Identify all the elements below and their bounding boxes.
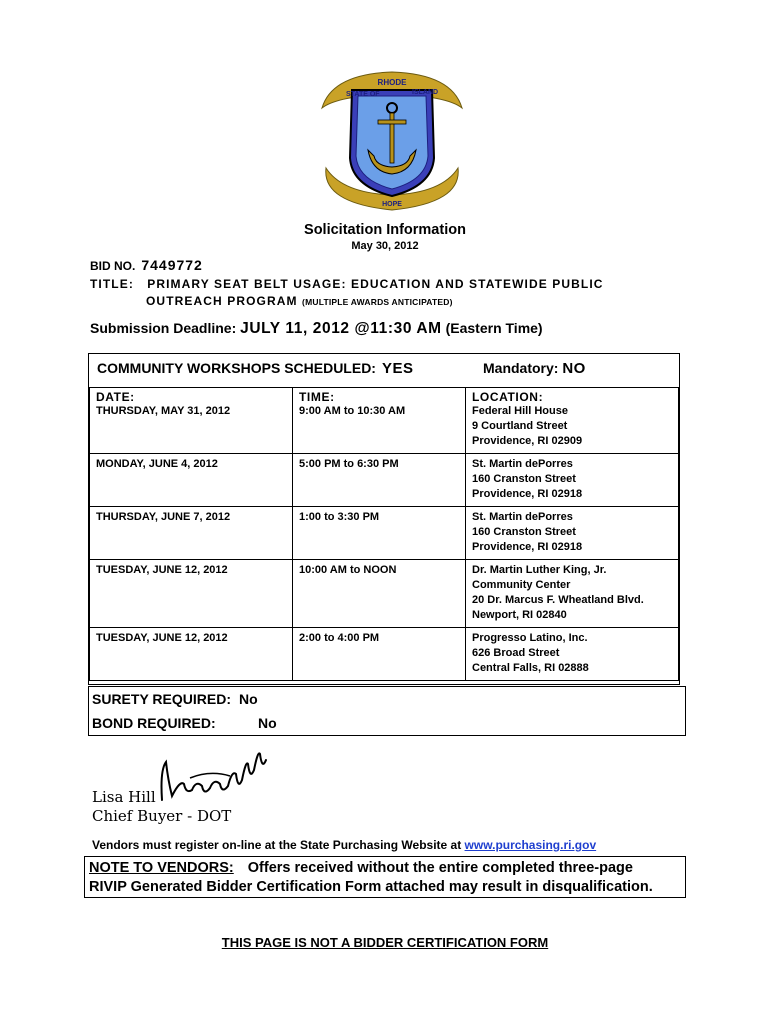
workshop-date: THURSDAY, MAY 31, 2012 — [90, 404, 293, 454]
location-line: Newport, RI 02840 — [472, 609, 567, 621]
workshop-date: THURSDAY, JUNE 7, 2012 — [90, 507, 293, 560]
title-line2: OUTREACH PROGRAM — [146, 294, 298, 308]
table-row — [90, 404, 679, 454]
workshop-time: 10:00 AM to NOON — [293, 560, 466, 628]
workshop-time: 5:00 PM to 6:30 PM — [293, 454, 466, 507]
location-line: Dr. Martin Luther King, Jr. — [472, 564, 607, 576]
location-line: 160 Cranston Street — [472, 473, 576, 485]
location-line: Providence, RI 02918 — [472, 541, 583, 553]
purchasing-website-link[interactable]: www.purchasing.ri.gov — [464, 838, 597, 852]
location-line: 626 Broad Street — [472, 647, 560, 659]
workshops-table — [89, 387, 679, 681]
surety-row — [92, 691, 258, 707]
location-line: St. Martin dePorres — [472, 458, 573, 470]
bid-number-row — [90, 257, 203, 273]
table-header-row — [90, 388, 679, 405]
seal-text-rhode: RHODE — [377, 78, 407, 87]
surety-value: No — [238, 691, 258, 707]
location-line: Central Falls, RI 02888 — [472, 662, 589, 674]
deadline-zone: (Eastern Time) — [445, 320, 543, 336]
location-line: Providence, RI 02918 — [472, 488, 583, 500]
workshop-date: TUESDAY, JUNE 12, 2012 — [90, 628, 293, 681]
note-line1: Offers received without the entire completed three-page — [247, 860, 633, 876]
rhode-island-seal — [312, 68, 472, 216]
bid-label: BID NO. — [90, 259, 136, 273]
bond-value: No — [258, 715, 277, 731]
deadline-value: JULY 11, 2012 @11:30 AM — [240, 320, 442, 337]
workshop-time: 2:00 to 4:00 PM — [293, 628, 466, 681]
column-header-location: LOCATION: — [466, 388, 679, 405]
seal-text-island: ISLAND — [412, 89, 439, 96]
bond-label: BOND REQUIRED: — [92, 715, 216, 731]
signer-name: Lisa Hill — [92, 788, 156, 806]
workshop-time: 1:00 to 3:30 PM — [293, 507, 466, 560]
location-line: 20 Dr. Marcus F. Wheatland Blvd. — [472, 594, 644, 606]
deadline-label: Submission Deadline: — [90, 320, 237, 336]
workshops-scheduled: YES — [381, 360, 414, 377]
location-line: Community Center — [472, 579, 571, 591]
bond-row — [92, 715, 277, 731]
workshop-date: TUESDAY, JUNE 12, 2012 — [90, 560, 293, 628]
signer-title: Chief Buyer - DOT — [92, 807, 232, 825]
location-line: St. Martin dePorres — [472, 511, 573, 523]
workshop-date: MONDAY, JUNE 4, 2012 — [90, 454, 293, 507]
table-row — [90, 454, 679, 507]
footer-disclaimer: THIS PAGE IS NOT A BIDDER CERTIFICATION FORM — [221, 935, 549, 950]
location-line: 160 Cranston Street — [472, 526, 576, 538]
title-note: (MULTIPLE AWARDS ANTICIPATED) — [302, 297, 453, 307]
title-line1: PRIMARY SEAT BELT USAGE: EDUCATION AND STATEWIDE PUBLIC — [147, 277, 604, 291]
note-line2: RIVIP Generated Bidder Certification Form attached may result in disqualification. — [89, 879, 653, 895]
mandatory-label: Mandatory: — [483, 360, 559, 376]
document-date: May 30, 2012 — [351, 240, 419, 252]
table-row — [90, 560, 679, 628]
location-line: Providence, RI 02909 — [472, 435, 583, 447]
signer-block — [92, 788, 231, 826]
table-row — [90, 628, 679, 681]
workshop-location — [466, 560, 679, 628]
submission-deadline — [90, 320, 543, 338]
workshops-heading — [97, 360, 413, 377]
note-label: NOTE TO VENDORS: — [89, 860, 234, 876]
vendor-registration-note — [92, 838, 596, 852]
workshops-label: COMMUNITY WORKSHOPS SCHEDULED: — [97, 360, 376, 376]
document-title: Solicitation Information — [304, 222, 466, 238]
location-line: Progresso Latino, Inc. — [472, 632, 588, 644]
surety-label: SURETY REQUIRED: — [92, 691, 231, 707]
bid-title — [90, 277, 690, 308]
workshop-location — [466, 454, 679, 507]
workshop-location — [466, 404, 679, 454]
note-to-vendors-box — [84, 856, 686, 898]
workshop-location — [466, 507, 679, 560]
mandatory-indicator — [483, 360, 586, 377]
title-label: TITLE: — [90, 277, 134, 291]
location-line: Federal Hill House — [472, 405, 568, 417]
location-line: 9 Courtland Street — [472, 420, 568, 432]
mandatory-value: NO — [562, 360, 586, 377]
column-header-time: TIME: — [293, 388, 466, 405]
table-row — [90, 507, 679, 560]
seal-text-state-of: STATE OF — [346, 91, 380, 98]
seal-text-hope: HOPE — [382, 201, 402, 208]
vendors-text: Vendors must register on-line at the State Purchasing Website at — [92, 838, 462, 852]
workshop-time: 9:00 AM to 10:30 AM — [293, 404, 466, 454]
column-header-date: DATE: — [90, 388, 293, 405]
workshop-location — [466, 628, 679, 681]
workshops-box — [88, 353, 680, 685]
bid-number: 7449772 — [141, 257, 203, 273]
surety-bond-box — [88, 686, 686, 736]
